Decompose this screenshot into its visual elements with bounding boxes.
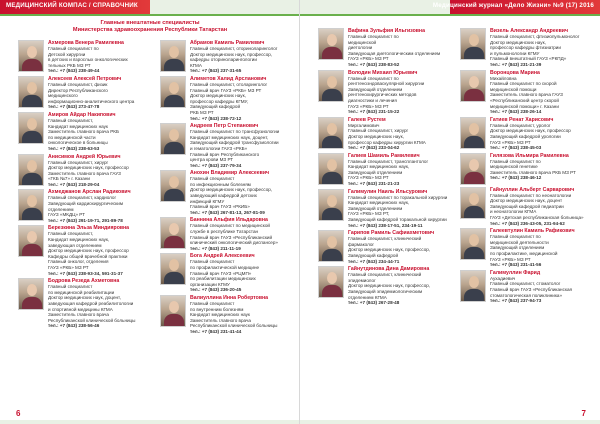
specialist-phone: тел.: +7 (843) 234-44-71 <box>348 258 400 264</box>
specialist-entry <box>460 187 596 227</box>
specialist-position-line: Главный специалист <box>190 176 235 182</box>
specialist-position-line: Главный специалист, уролог <box>490 122 551 128</box>
specialist-position-line: Главный специалист, <box>48 117 94 123</box>
specialist-entry <box>160 76 296 121</box>
specialist-name: Галиев Шамиль Рамилевич <box>348 152 420 159</box>
section-title-line-1: Главные внештатные специалисты <box>100 20 200 26</box>
specialist-entry <box>460 70 596 115</box>
specialist-position-line: по профилактике, медицинской <box>490 251 558 257</box>
specialist-position-line: Главный врач Республиканского <box>190 151 260 157</box>
specialist-position-line: Директор Республиканского <box>48 87 108 93</box>
specialist-phone: тел.: +7 (843) 238-26-14 <box>490 109 542 115</box>
specialist-position-line: Главный специалист, отоларинголог <box>190 81 268 87</box>
specialist-phone: тел.: +7 (843) 218-29-04 <box>48 181 100 187</box>
specialist-position-line: медицинской помощи» г. Казани <box>490 103 559 109</box>
specialist-position-line: Главный врач ГАУЗ «Республиканская <box>490 287 573 292</box>
specialist-position-line: Республиканской клинической больницы <box>190 323 278 329</box>
specialist-photo <box>460 228 486 260</box>
specialist-photo <box>460 117 486 149</box>
specialist-position-line: ГАУЗ «РКБ» МЗ РТ <box>490 256 531 262</box>
specialist-position-line: по инфекционным болезням <box>190 181 251 187</box>
specialist-name: Бодрова Резеда Ахметовна <box>48 278 120 285</box>
specialist-photo <box>18 225 44 257</box>
specialist-name: Анохин Владимир Алексеевич <box>190 170 270 177</box>
specialist-position-line: Заведующий отделением <box>348 169 403 175</box>
specialist-position-line: по профилактической медицине <box>190 265 260 270</box>
specialist-position-line: кафедры оториноларингологии <box>190 57 257 63</box>
specialist-position-line: «ГКБ №7» г. Казани <box>48 176 90 182</box>
specialist-entry <box>18 225 150 276</box>
specialist-position-line: организации КГМУ <box>190 281 230 287</box>
specialist-entry <box>318 230 454 264</box>
specialist-position-line: заведующая отделением <box>48 242 102 248</box>
specialist-position-line: Главный онколог, отделения <box>48 259 109 265</box>
specialist-name: Абрамов Камиль Рамилевич <box>190 40 265 46</box>
specialist-entry <box>160 40 296 74</box>
specialist-position-line: Заведующий отделением <box>348 86 403 92</box>
header-green-line <box>300 14 600 16</box>
specialist-name: Галеевтулин Камиль Рафикович <box>490 228 575 235</box>
specialist-position-line: Главный врач ГАУЗ «Республиканский <box>190 234 273 240</box>
specialists-column-1 <box>18 40 150 331</box>
specialist-entry <box>460 28 596 68</box>
specialist-entry <box>18 40 150 74</box>
specialist-info <box>348 117 426 151</box>
specialist-info <box>490 70 563 115</box>
specialist-info <box>48 40 128 74</box>
specialist-position-line: Главный специалист, клинический <box>348 272 422 278</box>
specialist-info <box>490 187 584 227</box>
specialist-name: Гайнуллин Альберт Сарварович <box>490 186 575 193</box>
page-number: 7 <box>581 409 586 418</box>
specialist-name: Березкина Эльза Миндияровна <box>48 225 130 232</box>
specialist-position-line: Главный специалист <box>48 284 93 290</box>
specialist-position-line: Главный врач ГАУЗ «РЦМП» <box>190 270 252 276</box>
specialist-info <box>190 217 278 251</box>
specialist-info <box>190 170 272 215</box>
specialist-phone: тел.: +7 (843) 237-94-73 <box>490 298 542 304</box>
specialist-photo <box>318 189 344 221</box>
page-number: 6 <box>16 409 21 418</box>
specialist-name: Анисимов Андрей Юрьевич <box>48 153 121 160</box>
specialist-info <box>48 225 129 276</box>
specialist-position-line: Главный специалист, <box>48 231 94 237</box>
specialist-position-line: ГАУЗ «МКДЦ» РТ <box>48 212 85 218</box>
specialist-info <box>48 76 134 110</box>
specialist-phone: тел.: +7 (843) 236-20-45 <box>190 287 242 293</box>
specialist-name: Алиметов Халид Арсланович <box>190 75 267 82</box>
specialist-position-line: в детских и взрослых онкологических <box>48 57 128 63</box>
specialist-name: Гатиев Ренат Харисович <box>490 116 554 123</box>
specialist-info <box>48 154 129 188</box>
specialist-photo <box>160 217 186 249</box>
specialist-name: Володин Михаил Юрьевич <box>348 69 418 76</box>
specialist-position-line: рентгеноэндоваскулярной хирургии <box>348 81 425 87</box>
specialist-entry <box>18 112 150 152</box>
specialist-phone: тел.: +7 (843) 238-49-44 <box>48 68 100 74</box>
specialist-position-line: и неонатологии КГМА <box>490 209 537 215</box>
specialist-position-line: Главный специалист, клинический <box>348 236 422 242</box>
specialist-photo <box>160 123 186 155</box>
specialist-position-line: Детской хирургии <box>48 51 86 57</box>
specialist-position-line: Заведующий кардиохирургическим <box>48 201 124 207</box>
specialist-position-line: тельных РКБ МЗ РТ <box>48 62 91 68</box>
specialist-photo <box>18 76 44 108</box>
specialist-position-line: Доктор медицинских наук, доцент, <box>48 295 121 301</box>
specialist-position-line: Заведующая диетологическим отделением <box>348 50 441 56</box>
specialist-phone: тел.: +7 (843) 273-47-78 <box>48 104 100 110</box>
specialist-position-line: ГАУЗ «РКБ» МЗ РТ <box>348 103 389 109</box>
specialist-position-line: Заместитель главного врача <box>190 317 251 323</box>
specialist-phone: тел.: +7 (843) 238-83-52 <box>348 61 400 67</box>
specialist-position-line: «Республиканский центр скорой <box>490 97 559 103</box>
specialist-position-line: Заместитель главного врача РКБ <box>48 129 119 135</box>
specialist-position-line: заведующая кафедрой реабилитологии <box>48 300 134 306</box>
specialist-entry <box>460 117 596 151</box>
specialist-position-line: рентгенохирургических методов <box>348 92 417 98</box>
specialist-position-line: Главный внештатный ГАУЗ «РКПД» <box>490 56 567 62</box>
specialist-photo <box>460 28 486 60</box>
specialist-entry <box>318 28 454 68</box>
specialist-position-line: Заведующий отделением <box>490 245 545 251</box>
specialist-photo <box>318 28 344 60</box>
specialist-name: Воронцова Марина <box>490 69 540 76</box>
specialist-name: Баннина Альфия Ильдаровна <box>190 217 268 224</box>
specialist-name: Гарипов Рамиль Сафиахметович <box>348 230 435 237</box>
specialist-info <box>348 189 447 229</box>
specialist-position-line: Миргалимович <box>348 122 380 128</box>
specialists-column-1 <box>318 28 454 308</box>
specialist-position-line: Доктор медицинских наук, <box>348 133 404 139</box>
specialist-position-line: медицинской генетике <box>490 164 538 170</box>
specialist-entry <box>18 189 150 223</box>
specialist-position-line: по реабилитации медицинских <box>190 276 256 282</box>
specialist-info <box>190 253 259 293</box>
footer-bar <box>0 420 299 424</box>
specialist-photo <box>460 270 486 302</box>
specialist-position-line: отделением <box>48 206 74 212</box>
specialist-position-line: Доктор медицинских наук, профессор, <box>348 283 431 289</box>
specialist-position-line: ГАУЗ «РКБ» МЗ РТ <box>490 139 531 145</box>
specialist-position-line: Кандидат медицинских наук, <box>348 200 410 206</box>
specialist-phone: тел.: +7 (843) 238-63-53 <box>48 145 100 151</box>
specialist-position-line: КГМА <box>190 62 202 68</box>
specialist-phone: тел.: +7 (843) 233-04-62 <box>348 145 400 151</box>
specialist-entry <box>318 70 454 115</box>
specialist-position-line: медицинской деятельности <box>490 239 549 245</box>
specialist-position-line: Главный специалист, физик <box>48 81 108 87</box>
specialist-position-line: Заведующий кафедрой педиатрии <box>490 203 564 209</box>
specialist-photo <box>18 40 44 72</box>
specialist-phone: тел.: +7 (843) 211-11-19 <box>190 245 241 251</box>
specialist-info <box>48 278 136 329</box>
specialist-phone: тел.: +7 (843) 231-21-39 <box>490 61 542 67</box>
specialist-phone: тел.: +7 (843) 238-17-51, 234-19-11 <box>348 222 423 228</box>
specialist-position-line: ГАУЗ «РКБ» МЗ РТ <box>348 175 389 181</box>
specialist-phone: тел.: +7 (843) 238-93-34, 591-31-37 <box>48 270 123 276</box>
specialist-position-line: эпидемиолог <box>348 277 376 283</box>
specialist-position-line: Доктор медицинских наук, профессор, <box>190 51 273 57</box>
specialist-position-line: Доктор медицинских наук, доцент <box>490 198 563 204</box>
specialist-position-line: и спортивной медицины КГМА <box>48 306 113 312</box>
specialist-name: Вафина Зульфия Ильгизовна <box>348 28 425 34</box>
specialist-position-line: Главный специалист, оториноларинголог <box>190 46 278 51</box>
specialist-entry <box>318 117 454 151</box>
specialist-info <box>490 228 575 268</box>
specialist-position-line: Главный специалист по <box>348 34 399 39</box>
specialist-position-line: службе в республике Татарстан <box>190 229 259 235</box>
specialist-entry <box>160 295 296 335</box>
specialist-entry <box>18 154 150 188</box>
specialist-name: Галимуллин Фарид <box>490 269 541 276</box>
specialist-phone: тел.: +7 (843) 231-21-23 <box>348 181 400 187</box>
specialist-entry <box>318 153 454 187</box>
specialist-position-line: Главный специалист по неонатологии <box>490 192 572 198</box>
specialist-position-line: и пульмонологии КГМУ <box>490 50 540 56</box>
specialist-photo <box>18 189 44 221</box>
specialist-position-line: Главный специалист <box>190 259 235 265</box>
specialist-photo <box>160 253 186 285</box>
specialist-phone: тел.: +7 (843) 267-28-48 <box>348 300 400 306</box>
specialist-info <box>348 153 428 187</box>
specialist-entry <box>160 123 296 168</box>
specialist-name: Андреев Петр Степанович <box>190 123 259 130</box>
specialist-photo <box>460 187 486 219</box>
specialist-phone: тел.: +7 (843) 236-43-05, 231-94-62 <box>490 220 565 226</box>
specialist-photo <box>18 278 44 310</box>
specialist-position-line: Заведующий отделением <box>348 205 403 211</box>
specialist-photo <box>160 40 186 72</box>
specialist-phone: тел.: +7 (843) 237-79-34 <box>190 162 242 168</box>
specialist-info <box>348 28 440 68</box>
specialist-photo <box>160 76 186 108</box>
specialist-info <box>190 295 278 335</box>
specialists-column-2 <box>460 28 596 306</box>
specialist-position-line: заведующий кафедрой детских <box>190 193 257 199</box>
specialist-position-line: Кандидат медицинских наук, <box>348 164 410 170</box>
specialist-position-line: Главный специалист по <box>490 234 541 240</box>
specialist-entry <box>460 153 596 185</box>
specialist-position-line: Главный специалист, стоматолог <box>490 281 561 287</box>
specialist-info <box>48 112 119 152</box>
specialist-position-line: Доктор медицинских наук, профессор <box>48 248 129 254</box>
specialist-position-line: медицинской помощи <box>490 86 537 92</box>
specialist-position-line: Главный врач ГАУЗ «РКИБ» <box>190 204 250 210</box>
specialist-photo <box>18 154 44 186</box>
specialist-name: Ахмерова Венера Рамилевна <box>48 40 124 46</box>
specialist-position-line: Заведующий эпидемиологическим <box>348 288 423 294</box>
specialist-position-line: Главный специалист, кардиолог <box>48 195 117 201</box>
specialist-phone: тел.: +7 (843) 291-19-71, 291-89-78 <box>48 217 123 223</box>
specialist-position-line: Доктор медицинских наук, профессор <box>48 165 129 171</box>
specialist-position-line: Аухадиевич <box>490 275 516 281</box>
specialist-phone: тел.: +7 (843) 237-31-65 <box>190 68 242 74</box>
specialist-entry <box>460 270 596 304</box>
specialist-position-line: Главный специалист по <box>490 158 541 164</box>
specialist-position-line: ГАУЗ «РКБ» МЗ РТ <box>48 265 89 270</box>
specialist-photo <box>318 153 344 185</box>
specialist-position-line: ГАУЗ «Детская республиканская больница» <box>490 215 584 221</box>
specialist-position-line: Главный специалист по <box>348 75 399 81</box>
specialist-position-line: Кандидат медицинских наук <box>48 123 108 129</box>
right-page <box>300 0 600 424</box>
specialist-position-line: отделением КГМА <box>348 294 387 300</box>
running-header: МЕДИЦИНСКИЙ КОМПАС / СПРАВОЧНИК <box>6 2 138 9</box>
specialist-photo <box>18 112 44 144</box>
specialist-position-line: инфекций КГМУ <box>190 198 225 204</box>
specialist-entry <box>160 217 296 251</box>
specialist-position-line: стоматологическая поликлиника» <box>490 292 563 298</box>
section-title <box>0 20 300 34</box>
specialist-position-line: Главный специалист по торакальной хирургии <box>348 194 448 200</box>
specialist-info <box>48 189 131 223</box>
specialist-position-line: Заведующий кафедрой трансфузиологии <box>190 140 279 146</box>
specialist-name: Алексеев Алексей Петрович <box>48 75 122 82</box>
specialist-position-line: Кафедры общей врачебной практики <box>48 253 128 259</box>
specialist-phone: тел.: +7 (843) 231-41-56 <box>490 262 542 268</box>
specialist-photo <box>160 170 186 202</box>
specialist-entry <box>160 253 296 293</box>
specialist-entry <box>460 228 596 268</box>
specialist-entry <box>18 76 150 110</box>
specialists-column-2 <box>160 40 296 337</box>
specialist-position-line: Доктор медицинских наук, профессор, <box>348 247 431 253</box>
specialist-phone: тел.: +7 (843) 238-46-12 <box>490 175 542 181</box>
specialist-position-line: фармаколог <box>348 241 375 247</box>
specialist-position-line: Михайловна <box>490 75 517 81</box>
specialist-phone: тел.: +7 (843) 238-45-03 <box>490 145 542 151</box>
specialist-entry <box>318 266 454 306</box>
specialist-info <box>348 266 430 306</box>
specialist-info <box>348 230 434 264</box>
specialist-position-line: Заведующий кафедрой <box>190 104 241 110</box>
specialist-phone: тел.: +7 (843) 267-81-13, 267-81-09 <box>190 209 265 215</box>
specialist-position-line: по медицинской реабилитации <box>48 289 115 295</box>
specialist-position-line: РКБ МЗ РТ <box>190 109 214 115</box>
specialist-phone: тел.: +7 (843) 231-15-22 <box>348 109 400 115</box>
specialist-photo <box>160 295 186 327</box>
specialist-position-line: медицинской <box>348 39 377 45</box>
specialist-position-line: ГАУЗ «РКБ» МЗ РТ <box>348 56 389 62</box>
specialist-position-line: Главный специалист, хирург <box>348 128 409 134</box>
specialist-photo <box>460 153 486 185</box>
specialist-position-line: Кандидат медицинских наук <box>190 312 250 318</box>
specialist-position-line: диетологии <box>348 45 373 51</box>
specialist-position-line: онкологическое в больницы <box>48 140 108 146</box>
specialist-info <box>190 40 277 74</box>
specialist-name: Галимулин Наиль Ильсурович <box>348 188 428 195</box>
specialist-info <box>348 70 424 115</box>
section-title-line-2: Министерства здравоохранения Республики Татарстан <box>72 27 228 33</box>
specialist-entry <box>160 170 296 215</box>
specialist-name: Галеев Рустем <box>348 116 386 123</box>
specialist-position-line: Республиканской клинической больницы <box>48 317 136 323</box>
specialist-info <box>490 153 576 185</box>
specialist-phone: тел.: +7 (843) 238-56-46 <box>48 323 100 329</box>
specialist-info <box>190 76 267 121</box>
specialist-photo <box>318 117 344 149</box>
specialist-position-line: Заместитель главного врача ГАУЗ <box>490 92 563 98</box>
specialist-position-line: профессор кафедры хирургии КГМА <box>348 139 426 145</box>
running-header: Медицинский журнал «Дело Жизни» №9 (17) 2016 <box>432 2 594 9</box>
specialist-position-line: профессор кафедры КГМУ, <box>190 98 249 104</box>
specialist-position-line: Главный специалист, фтизиопульмонолог <box>490 34 580 39</box>
specialist-position-line: медицинского <box>48 93 78 99</box>
specialist-entry <box>318 189 454 229</box>
specialist-name: Амиров Айдар Накипович <box>48 111 116 118</box>
specialist-position-line: Кандидат медицинских наук, <box>48 237 110 243</box>
specialist-name: Гайнутдинова Дина Дамировна <box>348 266 430 273</box>
specialist-position-line: профессор кафедры фтизиатрии <box>490 45 561 51</box>
specialist-position-line: Доктор медицинских наук, <box>490 39 546 45</box>
specialist-position-line: Главный специалист, трансплантолог <box>348 158 429 164</box>
header-green-line <box>0 14 299 16</box>
specialist-position-line: Заместитель главного врача РКБ МЗ РТ <box>490 169 576 175</box>
specialist-position-line: Кандидат медицинских наук, доцент, <box>190 134 269 140</box>
specialist-photo <box>460 70 486 102</box>
specialist-position-line: по внутренним болезням <box>190 306 244 312</box>
specialist-name: Гилязова Ильмира Рамилевна <box>490 152 569 159</box>
specialist-position-line: Доктор медицинских наук, профессор <box>490 128 571 134</box>
specialist-position-line: Главный специалист по <box>48 46 99 51</box>
specialist-photo <box>318 70 344 102</box>
specialist-name: Ахмеджанов Арслан Радикович <box>48 189 131 196</box>
specialist-info <box>190 123 279 168</box>
specialist-position-line: Заместитель главного врача ГАУЗ <box>48 170 121 176</box>
specialist-position-line: центра крови МЗ РТ <box>190 157 234 163</box>
specialist-position-line: диагностики и лечения <box>348 97 397 103</box>
specialist-position-line: ГАУЗ «РКБ» МЗ РТ, <box>348 211 390 217</box>
specialist-position-line: по медицинской части <box>48 134 96 140</box>
specialist-position-line: Главный специалист <box>190 300 235 306</box>
specialist-position-line: Главный специалист, хирург <box>48 159 109 165</box>
specialist-position-line: Заместитель главного врача <box>48 312 109 318</box>
specialist-position-line: клинический онкологический диспансер» <box>190 240 278 246</box>
specialist-photo <box>318 266 344 298</box>
specialist-name: Бога Андрей Алексеевич <box>190 253 255 260</box>
specialist-position-line: и гематологии ГАУЗ «РКБ» <box>190 145 248 151</box>
specialist-position-line: Заведующий кафедрой торакальной хирургии <box>348 217 447 223</box>
specialist-phone: тел.: +7 (843) 238-72-12 <box>190 115 242 121</box>
footer-bar <box>300 420 600 424</box>
specialist-position-line: Главный специалист по медицинской <box>190 223 270 229</box>
specialist-info <box>490 117 571 151</box>
specialist-position-line: Главный специалист по скорой <box>490 81 557 87</box>
specialist-position-line: Заведующий кафедрой <box>348 253 399 258</box>
specialist-position-line: Доктор медицинских наук, <box>190 93 246 99</box>
specialist-position-line: Главный врач ГАУЗ «РКБ» МЗ РТ <box>190 87 262 93</box>
specialist-position-line: информационно-аналитического центра <box>48 98 135 104</box>
specialist-photo <box>318 230 344 262</box>
specialist-info <box>490 28 579 68</box>
specialist-phone: тел.: +7 (843) 231-41-44 <box>190 328 242 334</box>
specialist-info <box>490 270 572 304</box>
specialist-position-line: Доктор медицинских наук, профессор, <box>190 187 273 193</box>
specialist-name: Валиуллина Инна Робертовна <box>190 294 269 301</box>
specialist-name: Визель Александр Андреевич <box>490 28 569 34</box>
specialist-entry <box>18 278 150 329</box>
specialist-position-line: Заведующий кафедрой урологии <box>490 133 561 139</box>
specialist-position-line: Главный специалист по трансфузиологии <box>190 129 280 135</box>
